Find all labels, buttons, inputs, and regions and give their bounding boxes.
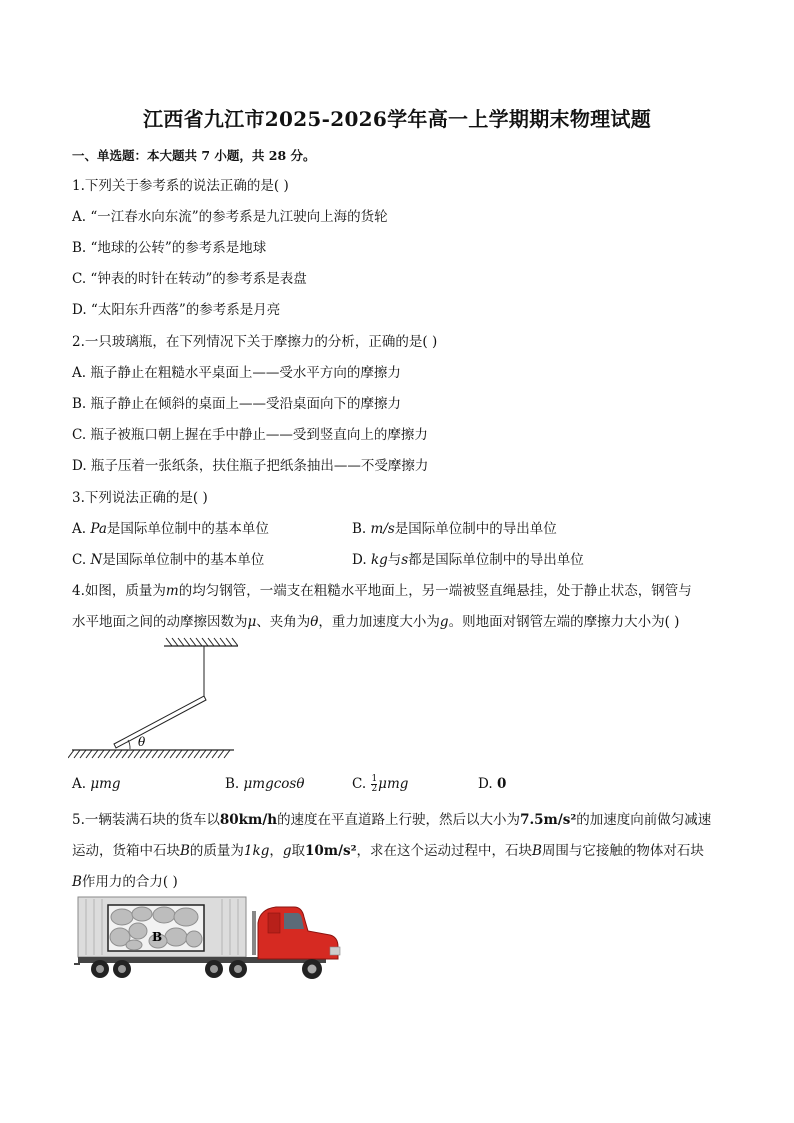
page-title: 江西省九江市2025-2026学年高一上学期期末物理试题: [142, 107, 652, 131]
theta-label: θ: [138, 735, 146, 749]
q2-option-b: B. 瓶子静止在倾斜的桌面上——受沿桌面向下的摩擦力: [72, 396, 402, 412]
steel-pipe-figure: [68, 636, 238, 762]
q2-stem: 2.一只玻璃瓶，在下列情况下关于摩擦力的分析，正确的是( ): [72, 334, 438, 350]
q1-stem: 1.下列关于参考系的说法正确的是( ): [72, 178, 289, 194]
q2-option-a: A. 瓶子静止在粗糙水平桌面上——受水平方向的摩擦力: [72, 365, 401, 381]
q4-stem-line1: 4.如图，质量为m的均匀钢管，一端支在粗糙水平地面上，另一端被竖直绳悬挂，处于静止状态，钢管与: [72, 583, 692, 599]
q1-option-a: A. “一江春水向东流”的参考系是九江驶向上海的货轮: [72, 209, 388, 225]
q1-option-d: D. “太阳东升西落”的参考系是月亮: [72, 302, 281, 318]
q4-stem-line2: 水平地面之间的动摩擦因数为μ、夹角为θ，重力加速度大小为g。则地面对钢管左端的摩擦力大小为( ): [72, 614, 680, 630]
q3-stem: 3.下列说法正确的是( ): [72, 490, 208, 506]
truck-figure: [72, 893, 346, 983]
cargo-container: [78, 897, 246, 957]
q3-option-d: D. kg与s都是国际单位制中的导出单位: [352, 552, 584, 568]
q5-stem-line2: 运动，货箱中石块B的质量为1kg，g取10m/s²，求在这个运动过程中，石块B周围与它接触的物体对石块: [72, 843, 704, 859]
truck-cab: [252, 907, 340, 959]
angle-arc: [128, 740, 130, 749]
q2-option-c: C. 瓶子被瓶口朝上握在手中静止——受到竖直向上的摩擦力: [72, 427, 428, 443]
q3-option-b: B. m/s是国际单位制中的导出单位: [352, 521, 557, 537]
q5-stem-line1: 5.一辆装满石块的货车以80km/h的速度在平直道路上行驶，然后以大小为7.5m/s²的加速度向前做匀减速: [72, 812, 712, 828]
q3-option-a: A. Pa是国际单位制中的基本单位: [72, 521, 269, 537]
q5-stem-line3: B作用力的合力( ): [72, 874, 178, 890]
ground-hatch: [68, 750, 234, 758]
fraction-one-half: $\frac{1}{2}$: [371, 774, 378, 794]
ceiling-hatch: [164, 638, 238, 646]
q4-option-a: A. μmg: [72, 776, 121, 792]
q4-option-c: C. $\frac{1}{2}$ μmg: [352, 774, 409, 794]
q1-option-c: C. “钟表的时针在转动”的参考系是表盘: [72, 271, 307, 287]
q4-option-b: B. μmgcosθ: [225, 776, 305, 792]
q1-option-b: B. “地球的公转”的参考系是地球: [72, 240, 267, 256]
q4-option-d: D. 0: [478, 776, 507, 792]
q3-option-c: C. N是国际单位制中的基本单位: [72, 552, 265, 568]
stone-b-label: B: [152, 930, 163, 944]
q2-option-d: D. 瓶子压着一张纸条，扶住瓶子把纸条抽出——不受摩擦力: [72, 458, 429, 474]
section-heading: 一、单选题：本大题共 7 小题，共 28 分。: [72, 148, 316, 163]
